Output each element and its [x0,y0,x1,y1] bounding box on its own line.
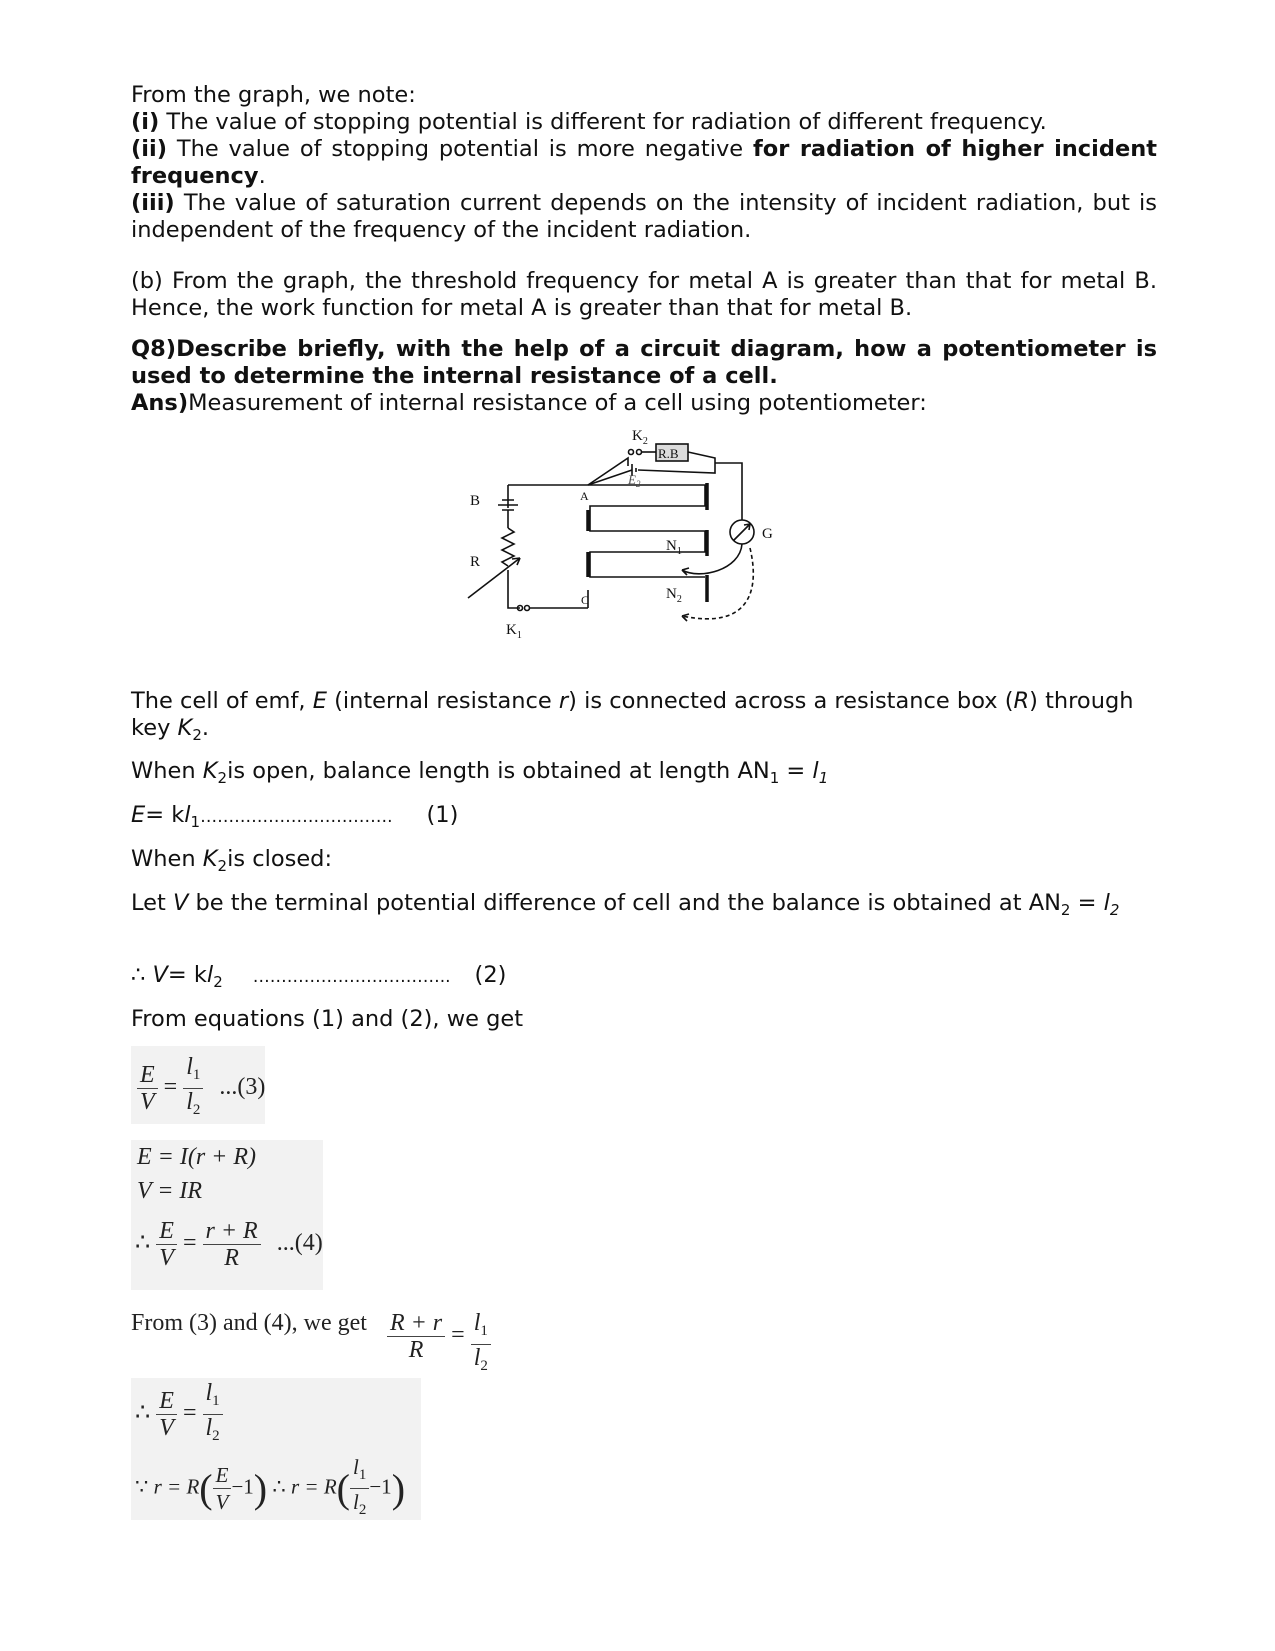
eq7-minus-one-2: −1 [369,1474,392,1499]
note-i [131,109,1157,136]
note-ii-bold: for radiation of higher incident frequency [131,136,1157,189]
rheostat-coil [502,528,514,566]
eq5-frac-rR: $\frac{R + r}{R}$ [387,1310,445,1363]
eq4-line2: V = IR [137,1178,203,1204]
p4-v: V [172,890,189,916]
eq5-text: From (3) and (4), we get [131,1310,367,1336]
p2-l: l [812,758,819,784]
eq7-r-eq-R: r = R [153,1474,200,1499]
label-k2: $K_2$ [632,430,648,447]
note-ii-tag: (ii) [131,136,167,162]
note-ii-end: . [258,163,266,189]
paragraph-terminal-pd [131,890,1157,924]
equation-6-7-box: ∴ $\frac{E}{V}$ = $\frac{l_1}{l_2}$ ∵ r = R( $\frac{E}{V}$ −1) ∴ r = R( $\frac{l_1}{l_2}$ −1) [131,1378,421,1520]
eq5-frac-l: $\frac{l_1}{l_2}$ [471,1310,491,1379]
eq2-v: V [152,962,168,988]
p1-k: K [177,715,193,741]
label-rb: R.B [658,446,679,461]
p1-e-end: . [201,715,210,741]
eq4-therefore: ∴ [135,1230,151,1257]
label-g: G [762,526,773,542]
eq2-l: l [206,962,214,988]
p1-R: R [1013,688,1030,714]
p2-c: = [779,758,813,784]
label-k1: $K_1$ [506,622,522,641]
eq7-therefore: ∴ [272,1474,286,1499]
p1-c: ) is connected across a resistance box ( [568,688,1014,714]
note-iii-text: The value of saturation current depends on the intensity of incident radiation, but is independent of the frequency of the incident radiation. [131,190,1157,243]
part-b-paragraph: (b) From the graph, the threshold frequency for metal A is greater than that for metal B. Hence, the work function for metal A is greater than that for metal B. [131,268,1157,321]
eq4-tag: ...(4) [276,1230,323,1257]
e2-lead [588,458,628,485]
p4-l: l [1103,890,1110,916]
eq4-frac-ev: $\frac{E}{V}$ [156,1218,177,1271]
key-k2-left [629,450,634,455]
potentiometer-wire [588,485,705,577]
p2-k: K [202,758,218,784]
p3-b: is closed: [227,846,333,872]
equation-2 [131,962,1157,996]
p3-k-sub: 2 [217,857,228,875]
p1-r: r [558,688,569,714]
label-b: B [470,493,481,509]
note-iii [131,190,1157,244]
p4-b: be the terminal potential difference of cell and the balance is obtained at AN [188,890,1061,916]
eq4-line1: E = I(r + R) [137,1144,257,1170]
note-i-text: The value of stopping potential is different for radiation of different frequency. [159,109,1047,135]
key-k1-right [525,606,530,611]
eq7-frac-ev: $\frac{E}{V}$ [213,1462,232,1515]
eq2-dots: …………………………….. [252,967,451,987]
q8-ans-text: Measurement of internal resistance of a cell using potentiometer: [188,390,927,416]
intro-block [131,82,1157,244]
p2-l-sub: 1 [818,769,829,787]
paragraph-cell-emf [131,688,1157,749]
paragraph-k2-closed [131,846,1157,880]
p4-a: Let [131,890,173,916]
eq1-l: l [184,802,191,828]
p3-a: When [131,846,203,872]
left-wire-lower [508,570,520,608]
p1-e: E [312,688,327,714]
eq4-frac-rR: $\frac{r + R}{R}$ [203,1218,261,1271]
p1-d: ) through key [131,688,1134,741]
p2-k-sub: 2 [217,769,228,787]
potentiometer-circuit-diagram [460,430,820,670]
eq1-number: (1) [426,802,459,828]
galvanometer-wire [715,463,742,520]
p1-a: The cell of emf, [131,688,313,714]
eq7-because: ∵ [135,1474,149,1499]
eq6-therefore: ∴ [135,1400,151,1427]
q8-question-text: Q8)Describe briefly, with the help of a circuit diagram, how a potentiometer is used to determine the internal resistance of a cell. [131,336,1157,389]
note-ii-text: The value of stopping potential is more negative [167,136,753,162]
p3-k: K [202,846,218,872]
p4-c: = [1070,890,1104,916]
p2-a: When [131,758,203,784]
p4-sub: 2 [1060,901,1071,919]
p4-l-sub: 2 [1109,901,1120,919]
note-iii-tag: (iii) [131,190,175,216]
eq1-dots: ……………………………. [200,807,393,827]
eq6-frac-ev: $\frac{E}{V}$ [156,1388,177,1441]
eq3-tag: ...(3) [219,1074,266,1101]
eq7-r-eq-R-2: r = R [291,1474,337,1499]
paragraph-from-equations: From equations (1) and (2), we get [131,1006,524,1032]
eq2-b: = k [167,962,207,988]
eq2-a: ∴ [131,962,153,988]
intro-lead: From the graph, we note: [131,82,416,108]
q8-answer [131,390,1157,417]
note-i-tag: (i) [131,109,160,135]
eq1-e: E [131,802,146,828]
p2-b: is open, balance length is obtained at length AN [227,758,770,784]
paragraph-k2-open [131,758,1157,792]
p2-sub: 1 [769,769,780,787]
equation-5-line: From (3) and (4), we get $\frac{R + r}{R}$ = $\frac{l_1}{l_2}$ [131,1306,491,1366]
e2-lead-2 [588,470,632,485]
q8-ans-tag: Ans) [131,390,189,416]
p1-b: (internal resistance [326,688,559,714]
label-r: R [470,554,481,570]
jockey-wire-n2 [682,548,753,619]
q8-question [131,336,1157,390]
label-c: C [581,593,590,607]
eq6-frac-l: $\frac{l_1}{l_2}$ [203,1380,223,1449]
jockey-wire-n1 [682,544,742,574]
q8-block [131,336,1157,417]
eq7-minus-one: −1 [231,1474,254,1499]
galvanometer-needle [734,524,750,540]
eq2-sub: 2 [213,973,223,991]
eq3-frac-ev: $\frac{E}{V}$ [137,1062,158,1115]
eq3-frac-l: $\frac{l_1}{l_2}$ [183,1054,203,1123]
eq1-a: = k [145,802,185,828]
key-k2-right [637,450,642,455]
eq1-sub: 1 [190,813,201,831]
eq7-frac-l: $\frac{l_1}{l_2}$ [350,1454,369,1523]
equation-1 [131,802,1157,836]
label-n2: $N_2$ [666,586,682,605]
p1-k-sub: 2 [192,726,202,744]
label-n1: $N_1$ [666,538,682,557]
equation-4-box: E = I(r + R) V = IR ∴ $\frac{E}{V}$ = $\frac{r + R}{R}$ ...(4) [131,1140,323,1290]
equation-3-box: $\frac{E}{V}$ = $\frac{l_1}{l_2}$ ...(3) [131,1046,265,1124]
note-ii [131,136,1157,190]
label-a: A [580,489,589,503]
label-e2: $E_2$ [628,472,641,489]
eq2-number: (2) [474,962,507,988]
